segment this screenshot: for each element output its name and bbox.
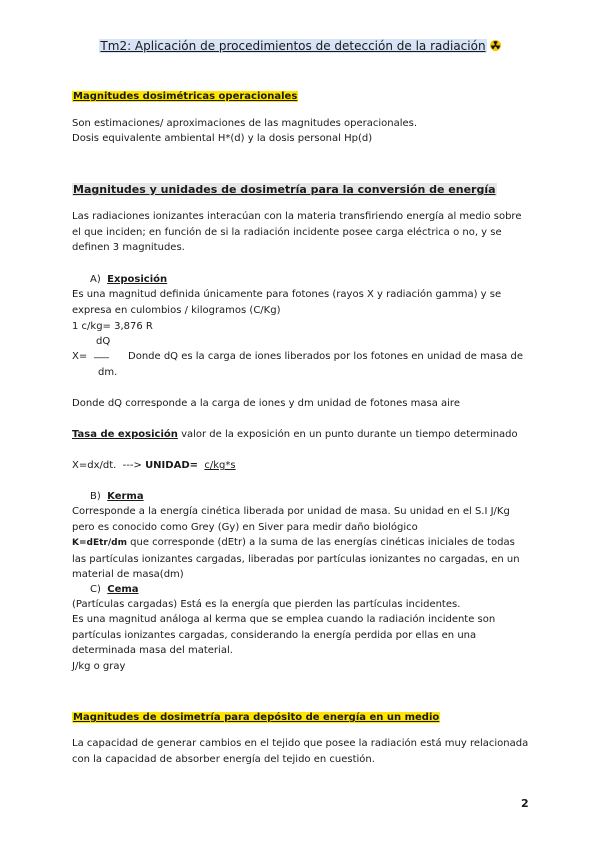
cema-label: C) [90, 584, 101, 595]
exposicion-donde: Donde dQ corresponde a la carga de iones y dm unidad de fotones masa aire [72, 398, 460, 409]
sec2-intro: Las radiaciones ionizantes interacúan con la materia transfiriendo energía al medio sobre el que inciden; en función de si la radiación incidente posee carga eléctrica o no, y se definen 3 magnitudes. [72, 211, 522, 253]
kerma-formula-block [72, 535, 532, 583]
section-heading-operacionales: Magnitudes dosimétricas operacionales [73, 91, 298, 102]
exposicion-label: A) [90, 274, 101, 285]
page-title-text: Tm2: Aplicación de procedimientos de detección de la radiación [100, 39, 486, 53]
exposicion-eq1: 1 c/kg= 3,876 R [72, 321, 153, 332]
tasa-exposicion-label: Tasa de exposición [72, 429, 178, 440]
cema-unit: J/kg o gray [72, 661, 126, 672]
kerma-label: B) [90, 491, 101, 502]
unidad-value: c/kg*s [204, 460, 236, 471]
exposicion-eq-numerator: dQ [96, 336, 111, 347]
tasa-formula-text: X=dx/dt. [72, 460, 117, 471]
kerma-name: Kerma [107, 491, 144, 502]
exposicion-eq-bar: ___ [94, 348, 109, 359]
unidad-label: UNIDAD= [145, 460, 198, 471]
kerma-formula: K=dEtr/dm [72, 538, 127, 548]
kerma-desc: Corresponde a la energía cinética liberada por unidad de masa. Su unidad en el S.I J/Kg pero es conocido como Grey (Gy) en Siver para medir daño biológico [72, 506, 510, 533]
tasa-formula [72, 458, 236, 473]
exposicion-desc: Es una magnitud definida únicamente para fotones (rayos X y radiación gamma) y se expresa en culombios / kilogramos (C/Kg) [72, 289, 502, 316]
tasa-exposicion-text: valor de la exposición en un punto durante un tiempo determinado [181, 429, 518, 440]
exposicion-eq-denominator: dm. [98, 367, 118, 378]
page-number: 2 [521, 797, 529, 810]
exposicion-eq-explanation: Donde dQ es la carga de iones liberados por los fotones en unidad de masa de [128, 351, 523, 362]
section-heading-deposito: Magnitudes de dosimetría para depósito de energía en un medio [73, 712, 440, 723]
cema-desc: Es una magnitud análoga al kerma que se emplea cuando la radiación incidente son partículas ionizantes cargadas, considerando la energía perdida por ellas en una determinada masa del material. [72, 614, 496, 656]
page-title [0, 38, 600, 55]
sec1-line2: Dosis equivalente ambiental H*(d) y la dosis personal Hp(d) [72, 133, 373, 144]
section-heading-conversion: Magnitudes y unidades de dosimetría para la conversión de energía [73, 183, 496, 196]
cema-heading [90, 582, 139, 597]
sec3-text: La capacidad de generar cambios en el tejido que posee la radiación está muy relacionada con la capacidad de absorber energía del tejido en cuestión. [72, 738, 529, 765]
cema-name: Cema [107, 584, 139, 595]
exposicion-name: Exposición [107, 274, 168, 285]
tasa-arrow: ---> [122, 460, 146, 471]
tasa-exposicion [72, 427, 518, 442]
kerma-heading [90, 489, 144, 504]
exposicion-eq-lhs: X= [72, 351, 88, 362]
radiation-icon [490, 39, 501, 55]
cema-line1: (Partículas cargadas) Está es la energía que pierden las partículas incidentes. [72, 599, 461, 610]
sec1-line1: Son estimaciones/ aproximaciones de las magnitudes operacionales. [72, 118, 418, 129]
exposicion-heading [90, 272, 167, 287]
kerma-formula-desc: que corresponde (dEtr) a la suma de las energías cinéticas iniciales de todas las partículas ionizantes cargadas, liberadas por partículas ionizantes no cargadas, en un material de masa(dm) [72, 537, 520, 580]
